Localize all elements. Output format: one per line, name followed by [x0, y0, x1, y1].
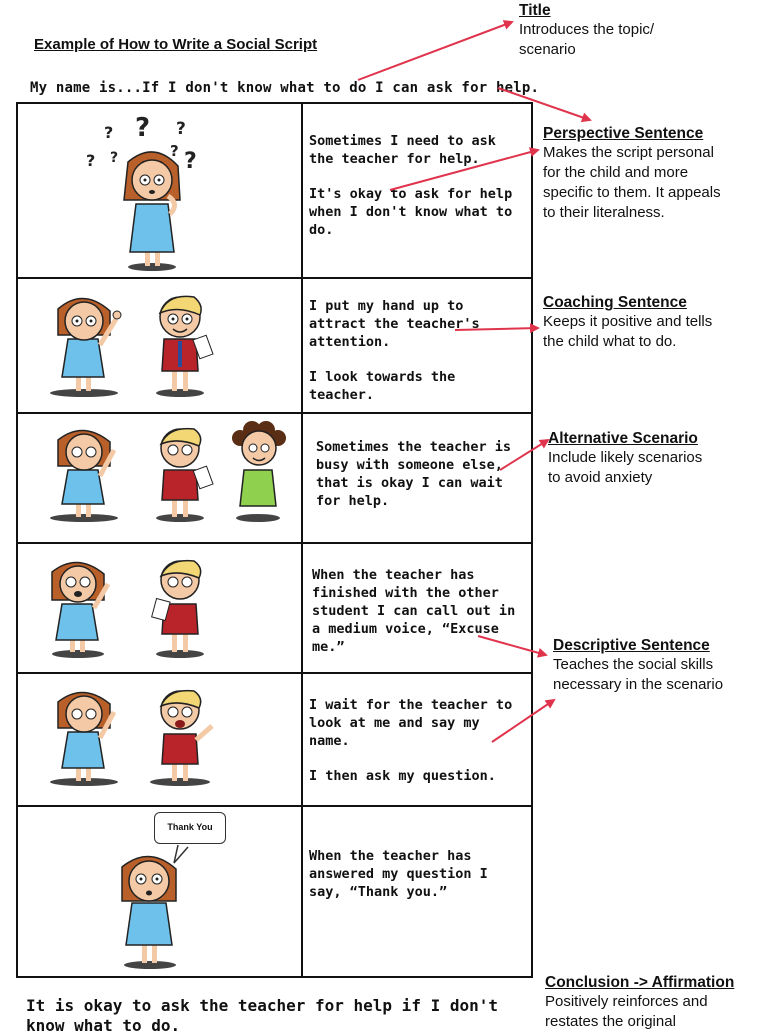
arrow-to-descriptive-2 — [492, 700, 554, 742]
annotation-line: Keeps it positive and tells — [543, 313, 713, 330]
arrow-to-perspective — [498, 88, 590, 120]
annotation-line: the child what to do. — [543, 333, 677, 350]
annotation-line: scenario — [519, 41, 576, 58]
script-sentence: When the teacher has finished with the other student I can call out in a medium voice, “Excuse me.” — [312, 567, 516, 655]
thank-you-speech-bubble: Thank You — [154, 812, 226, 844]
arrow-to-descriptive-1 — [478, 636, 546, 655]
arrow-to-title — [358, 22, 512, 80]
script-sentence: It's okay to ask for help when I don't know what to do. — [309, 186, 513, 238]
annotation-line: to their literalness. — [543, 204, 665, 221]
intro-sentence: My name is...If I don't know what to do I can ask for help. — [30, 80, 540, 96]
annotation-line: for the child and more — [543, 164, 689, 181]
svg-text:?: ? — [135, 113, 151, 143]
svg-text:?: ? — [110, 150, 119, 166]
annotation-heading: Descriptive Sentence — [553, 637, 710, 654]
svg-text:?: ? — [170, 142, 179, 160]
script-sentence: I look towards the teacher. — [309, 369, 456, 403]
annotation-heading: Perspective Sentence — [543, 125, 704, 142]
svg-text:?: ? — [86, 151, 96, 170]
conclusion-sentence: It is okay to ask the teacher for help if I don't know what to do. — [26, 996, 499, 1035]
svg-text:?: ? — [176, 119, 186, 139]
annotation-heading: Conclusion -> Affirmation — [545, 974, 735, 991]
svg-text:?: ? — [184, 149, 197, 174]
annotation-line: restates the original — [545, 1013, 676, 1030]
annotation-heading: Coaching Sentence — [543, 294, 687, 311]
annotation-line: Positively reinforces and — [545, 993, 708, 1010]
script-sentence: I put my hand up to attract the teacher's attention. — [309, 298, 480, 350]
annotation-line: Include likely scenarios — [548, 449, 703, 466]
script-sentence: Sometimes the teacher is busy with someone else, that is okay I can wait for help. — [316, 439, 512, 509]
arrow-from-alternative — [500, 440, 548, 470]
annotation-line: necessary in the scenario — [553, 676, 724, 693]
svg-text:?: ? — [104, 123, 114, 142]
annotation-heading: Alternative Scenario — [548, 430, 698, 447]
script-sentence: I wait for the teacher to look at me and say my name. — [309, 697, 513, 749]
arrow-from-coaching — [455, 328, 538, 330]
document-title: Example of How to Write a Social Script — [34, 36, 318, 53]
annotation-line: Makes the script personal — [543, 144, 714, 161]
script-sentence: Sometimes I need to ask the teacher for help. — [309, 133, 496, 167]
script-sentence: When the teacher has answered my question I say, “Thank you.” — [309, 848, 488, 900]
annotation-line: Introduces the topic/ — [519, 21, 655, 38]
annotation-line: to avoid anxiety — [548, 469, 653, 486]
arrow-from-perspective — [390, 150, 538, 190]
annotation-line: Teaches the social skills — [553, 656, 714, 673]
annotation-heading: Title — [519, 2, 551, 19]
annotation-line: specific to them. It appeals — [543, 184, 721, 201]
script-sentence: I then ask my question. — [309, 768, 496, 784]
